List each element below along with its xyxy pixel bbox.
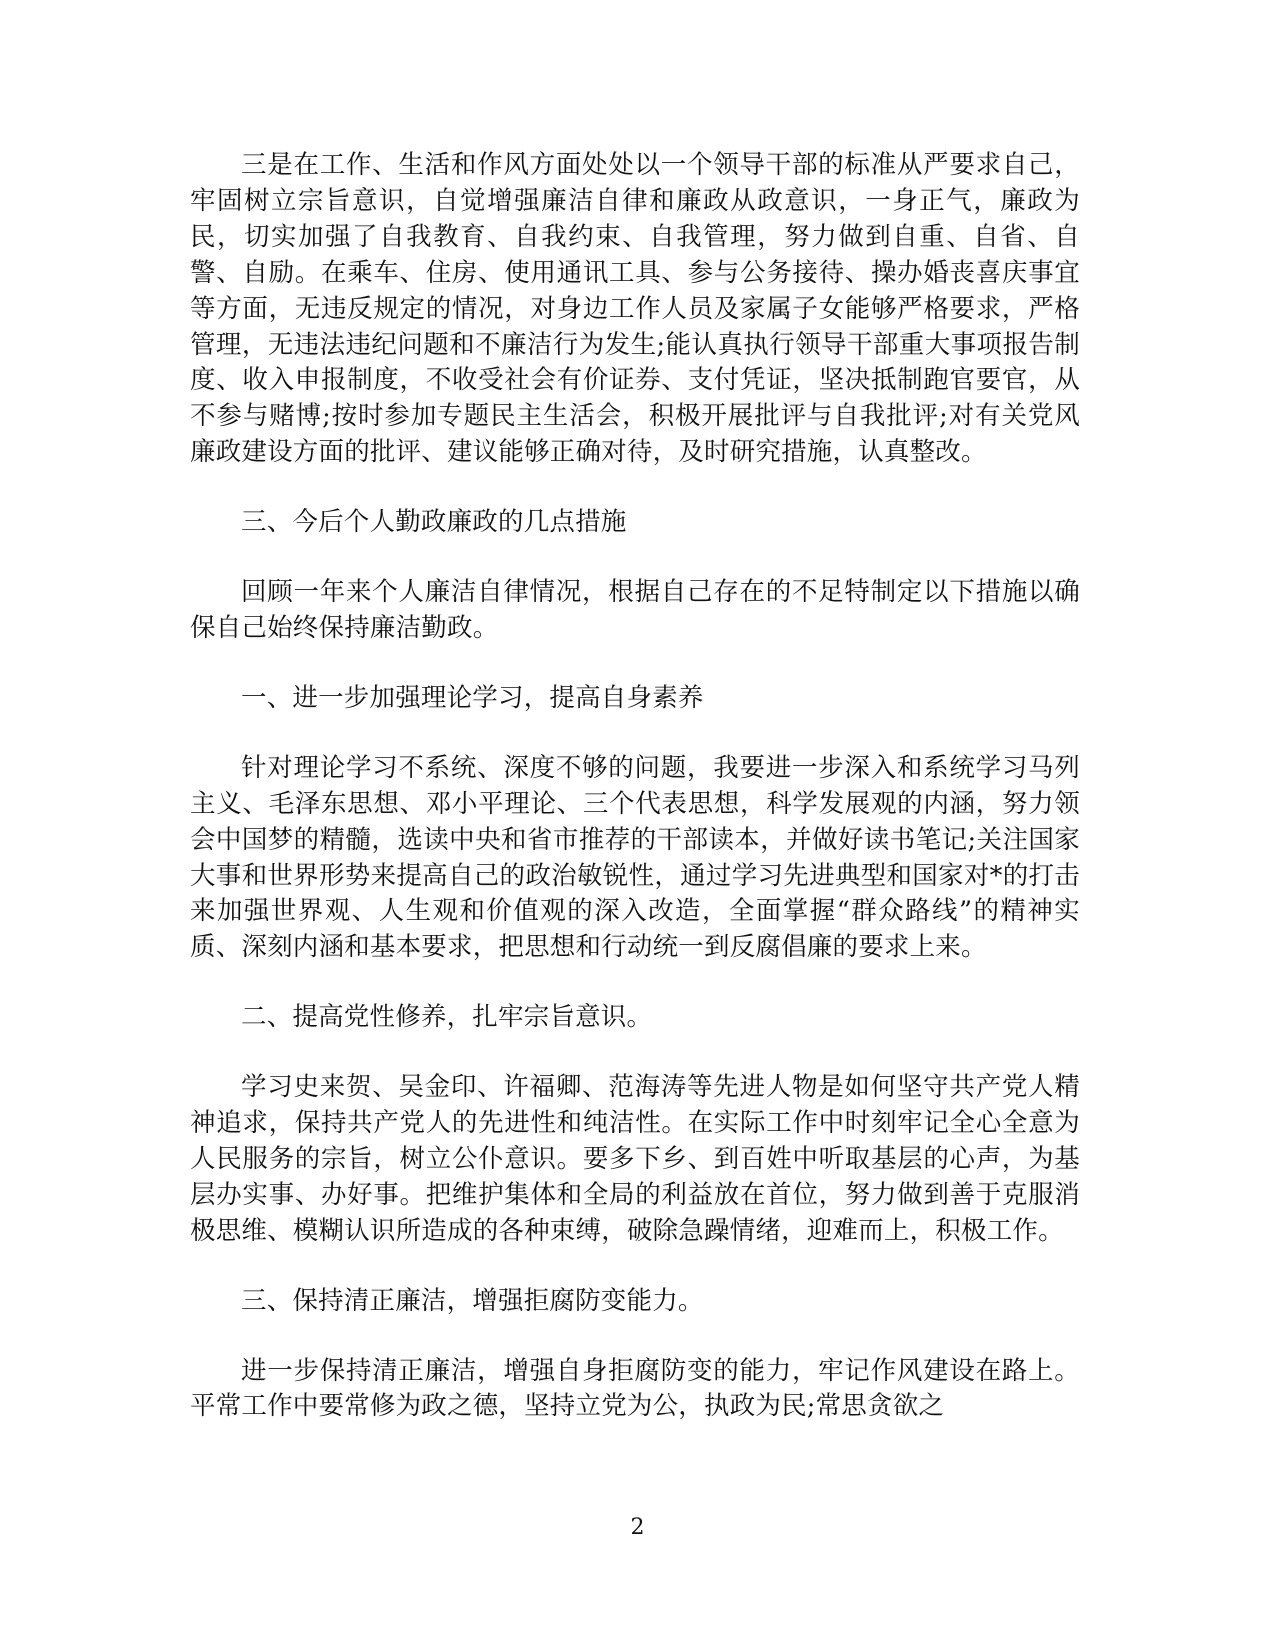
paragraph-gap xyxy=(190,1250,1080,1284)
page-number: 2 xyxy=(630,1515,645,1540)
paragraph-gap xyxy=(190,647,1080,681)
paragraph-integrity: 进一步保持清正廉洁，增强自身拒腐防变的能力，牢记作风建设在路上。平常工作中要常修为政之德，坚持立党为公，执政为民;常思贪欲之 xyxy=(190,1355,1080,1422)
paragraph-gap xyxy=(190,541,1080,575)
paragraph-gap xyxy=(190,966,1080,1000)
paragraph-theory-study: 针对理论学习不系统、深度不够的问题，我要进一步深入和系统学习马列主义、毛泽东思想、邓小平理论、三个代表思想，科学发展观的内涵，努力领会中国梦的精髓，选读中央和省市推荐的干部读本，并做好读书笔记;关注国家大事和世界形势来提高自己的政治敏锐性，通过学习先进典型和国家对*的打击来加强世界观、人生观和价值观的深入改造，全面掌握“群众路线”的精神实质、深刻内涵和基本要求，把思想和行动统一到反腐倡廉的要求上来。 xyxy=(190,752,1080,963)
paragraph-self-discipline: 三是在工作、生活和作风方面处处以一个领导干部的标准从严要求自己，牢固树立宗旨意识，自觉增强廉洁自律和廉政从政意识，一身正气，廉政为民，切实加强了自我教育、自我约束、自我管理，努力做到自重、自省、自警、自励。在乘车、住房、使用通讯工具、参与公务接待、操办婚丧喜庆事宜等方面，无违反规定的情况，对身边工作人员及家属子女能够严格要求，严格管理，无违法违纪问题和不廉洁行为发生;能认真执行领导干部重大事项报告制度、收入申报制度，不收受社会有价证券、支付凭证，坚决抵制跑官要官，从不参与赌博;按时参加专题民主生活会，积极开展批评与自我批评;对有关党风廉政建设方面的批评、建议能够正确对待，及时研究措施，认真整改。 xyxy=(190,150,1080,468)
section-heading-future-measures: 三、今后个人勤政廉政的几点措施 xyxy=(241,507,627,538)
paragraph-gap xyxy=(190,1320,1080,1354)
page-body xyxy=(190,148,1080,1425)
paragraph-gap xyxy=(190,717,1080,751)
heading-integrity: 三、保持清正廉洁，增强拒腐防变能力。 xyxy=(241,1285,704,1316)
paragraph-review: 回顾一年来个人廉洁自律情况，根据自己存在的不足特制定以下措施以确保自己始终保持廉洁勤政。 xyxy=(190,577,1080,643)
paragraph-party-spirit: 学习史来贺、吴金印、许福卿、范海涛等先进人物是如何坚守共产党人精神追求，保持共产党人的先进性和纯洁性。在实际工作中时刻牢记全心全意为人民服务的宗旨，树立公仆意识。要多下乡、到百姓中听取基层的心声，为基层办实事、办好事。把维护集体和全局的利益放在首位，努力做到善于克服消极思维、模糊认识所造成的各种束缚，破除急躁情绪，迎难而上，积极工作。 xyxy=(190,1072,1080,1246)
paragraph-gap xyxy=(190,471,1080,505)
heading-theory-study: 一、进一步加强理论学习，提高自身素养 xyxy=(241,682,704,713)
paragraph-gap xyxy=(190,1036,1080,1070)
heading-party-spirit: 二、提高党性修养，扎牢宗旨意识。 xyxy=(241,1002,653,1033)
